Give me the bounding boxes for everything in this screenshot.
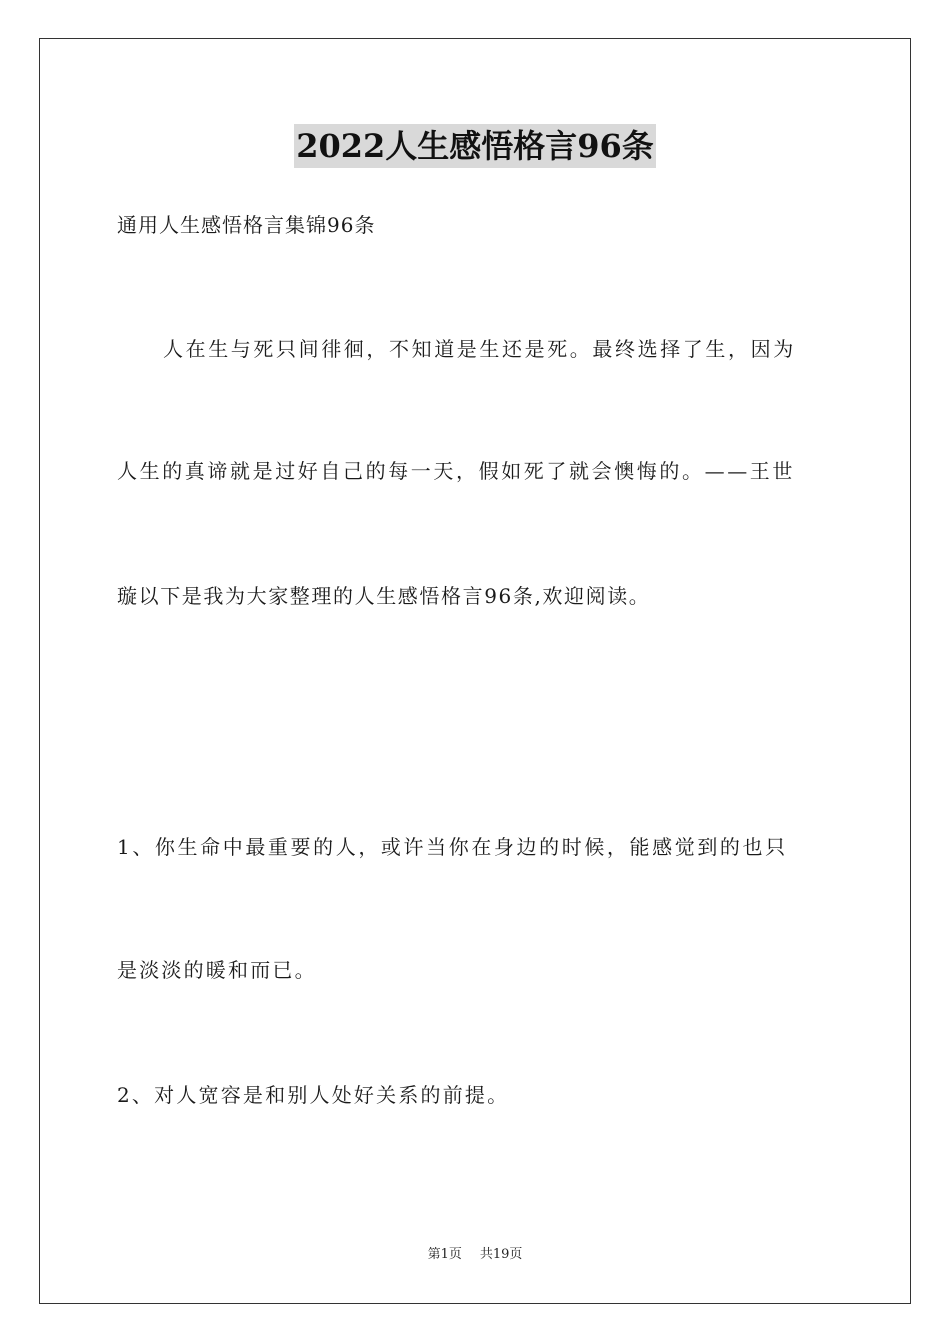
intro-line-3: 璇以下是我为大家整理的人生感悟格言96条,欢迎阅读。 xyxy=(117,584,651,608)
document-subtitle: 通用人生感悟格言集锦96条 xyxy=(117,213,376,237)
intro-line-1: 人在生与死只间徘徊，不知道是生还是死。最终选择了生，因为 xyxy=(163,337,796,361)
quote-item-1-line-1: 1、你生命中最重要的人，或许当你在身边的时候，能感觉到的也只 xyxy=(117,835,788,859)
document-title: 2022人生感悟格言96条 xyxy=(294,124,656,168)
quote-item-2-line-1: 2、对人宽容是和别人处好关系的前提。 xyxy=(117,1083,510,1107)
intro-line-2: 人生的真谛就是过好自己的每一天，假如死了就会懊悔的。——王世 xyxy=(117,459,795,483)
page-total: 共19页 xyxy=(479,1247,523,1262)
quote-item-1-line-2: 是淡淡的暖和而已。 xyxy=(117,958,317,982)
page-number: 第1页 xyxy=(427,1247,462,1262)
title-container xyxy=(0,124,950,168)
page-footer xyxy=(0,1246,950,1264)
